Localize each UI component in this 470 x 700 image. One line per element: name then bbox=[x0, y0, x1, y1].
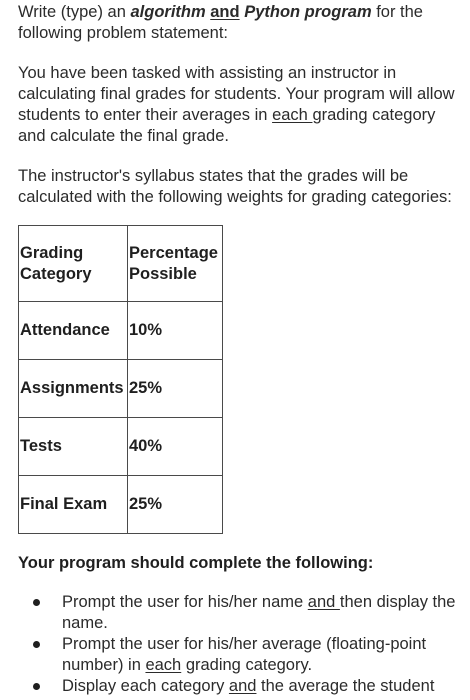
header-cell-percentage: Percentage Possible bbox=[128, 226, 223, 302]
step-underlined: and bbox=[228, 677, 257, 695]
intro-part: for the following problem statement: bbox=[18, 3, 423, 42]
list-item bbox=[18, 592, 458, 634]
step-text: grading category. bbox=[181, 656, 313, 674]
bullet-icon bbox=[33, 641, 40, 648]
category-cell: Final Exam bbox=[19, 476, 128, 534]
each-text: each bbox=[272, 106, 313, 124]
grading-table bbox=[18, 225, 223, 534]
percentage-cell: 25% bbox=[128, 476, 223, 534]
category-cell: Tests bbox=[19, 418, 128, 476]
list-item bbox=[18, 676, 458, 697]
table-row bbox=[19, 476, 223, 534]
list-item bbox=[18, 634, 458, 676]
category-cell: Attendance bbox=[19, 302, 128, 360]
step-underlined: each bbox=[145, 656, 182, 674]
intro-text bbox=[18, 2, 458, 44]
step-text: Display each category bbox=[62, 677, 229, 695]
document-page bbox=[18, 0, 458, 697]
bullet-icon bbox=[33, 599, 40, 606]
category-cell: Assignments bbox=[19, 360, 128, 418]
problem-paragraph bbox=[18, 63, 458, 147]
step-underlined: and bbox=[307, 593, 340, 611]
table-row bbox=[19, 360, 223, 418]
step-text: Prompt the user for his/her average (floating-point number) in bbox=[62, 635, 427, 674]
step-text: Prompt the user for his/her name bbox=[62, 593, 308, 611]
steps-list bbox=[18, 592, 458, 697]
paragraph-part: grading category and calculate the final grade. bbox=[18, 106, 436, 145]
intro-part: Write (type) an bbox=[18, 3, 131, 21]
table-row bbox=[19, 418, 223, 476]
header-cell-category: Grading Category bbox=[19, 226, 128, 302]
and-text: and bbox=[210, 3, 240, 21]
percentage-cell: 40% bbox=[128, 418, 223, 476]
step-text: the average the student bbox=[256, 677, 435, 695]
percentage-cell: 10% bbox=[128, 302, 223, 360]
percentage-cell: 25% bbox=[128, 360, 223, 418]
table-header-row bbox=[19, 226, 223, 302]
table-row bbox=[19, 302, 223, 360]
instructions-heading: Your program should complete the following: bbox=[18, 554, 374, 572]
step-text: then display the name. bbox=[62, 593, 456, 632]
bullet-icon bbox=[33, 683, 40, 690]
algorithm-text: algorithm bbox=[130, 3, 206, 21]
python-program-text: Python program bbox=[244, 3, 372, 21]
paragraph-part: You have been tasked with assisting an instructor in calculating final grades for students. Your program will allow students to enter their averages in bbox=[18, 64, 455, 124]
syllabus-paragraph: The instructor's syllabus states that the grades will be calculated with the following weights for grading categories: bbox=[18, 167, 452, 206]
